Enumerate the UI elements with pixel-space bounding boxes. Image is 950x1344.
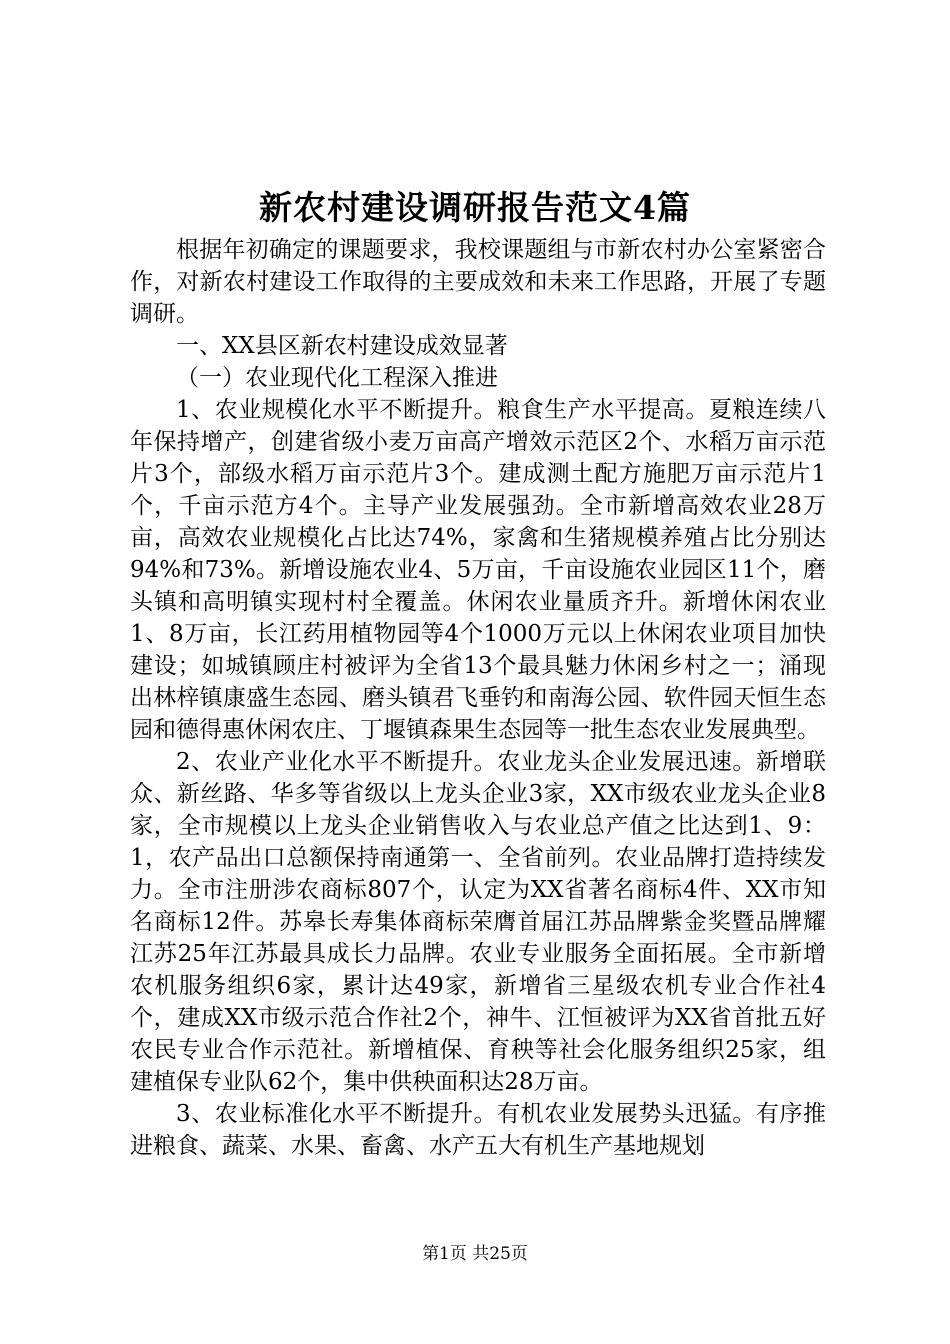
paragraph-item-1: 1、农业规模化水平不断提升。粮食生产水平提高。夏粮连续八年保持增产，创建省级小麦万亩高产增效示范区2个、水稻万亩示范片3个，部级水稻万亩示范片3个。建成测土配方施肥万亩示范片1个，千亩示范方4个。主导产业发展强劲。全市新增高效农业28万亩，高效农业规模化占比达74%，家禽和生猪规模养殖占比分别达94%和73%。新增设施农业4、5万亩，千亩设施农业园区11个，磨头镇和高明镇实现村村全覆盖。休闲农业量质齐升。新增休闲农业1、8万亩，长江药用植物园等4个1000万元以上休闲农业项目加快建设；如城镇顾庄村被评为全省13个最具魅力休闲乡村之一；涌现出林梓镇康盛生态园、磨头镇君飞垂钓和南海公园、软件园天恒生态园和德得惠休闲农庄、丁堰镇森果生态园等一批生态农业发展典型。: [130, 397, 826, 743]
document-body: [130, 234, 826, 1162]
subsection-heading: （一）农业现代化工程深入推进: [176, 365, 498, 391]
section-heading: 一、XX县区新农村建设成效显著: [176, 333, 508, 359]
paragraph-intro: 根据年初确定的课题要求，我校课题组与市新农村办公室紧密合作，对新农村建设工作取得的主要成效和未来工作思路，开展了专题调研。: [130, 237, 826, 327]
paragraph-item-3: 3、农业标准化水平不断提升。有机农业发展势头迅猛。有序推进粮食、蔬菜、水果、畜禽、水产五大有机生产基地规划: [130, 1101, 826, 1159]
document-title: 新农村建设调研报告范文4篇: [259, 188, 691, 227]
paragraph-item-2: 2、农业产业化水平不断提升。农业龙头企业发展迅速。新增联众、新丝路、华多等省级以上龙头企业3家，XX市级农业龙头企业8家，全市规模以上龙头企业销售收入与农业总产值之比达到1、9：1，农产品出口总额保持南通第一、全省前列。农业品牌打造持续发力。全市注册涉农商标807个，认定为XX省著名商标4件、XX市知名商标12件。苏皋长寿集体商标荣膺首届江苏品牌紫金奖暨品牌耀江苏25年江苏最具成长力品牌。农业专业服务全面拓展。全市新增农机服务组织6家，累计达49家，新增省三星级农机专业合作社4个，建成XX市级示范合作社2个，神牛、江恒被评为XX省首批五好农民专业合作示范社。新增植保、育秧等社会化服务组织25家，组建植保专业队62个，集中供秧面积达28万亩。: [130, 749, 826, 1095]
page-footer: 第1页 共25页: [422, 1244, 528, 1264]
